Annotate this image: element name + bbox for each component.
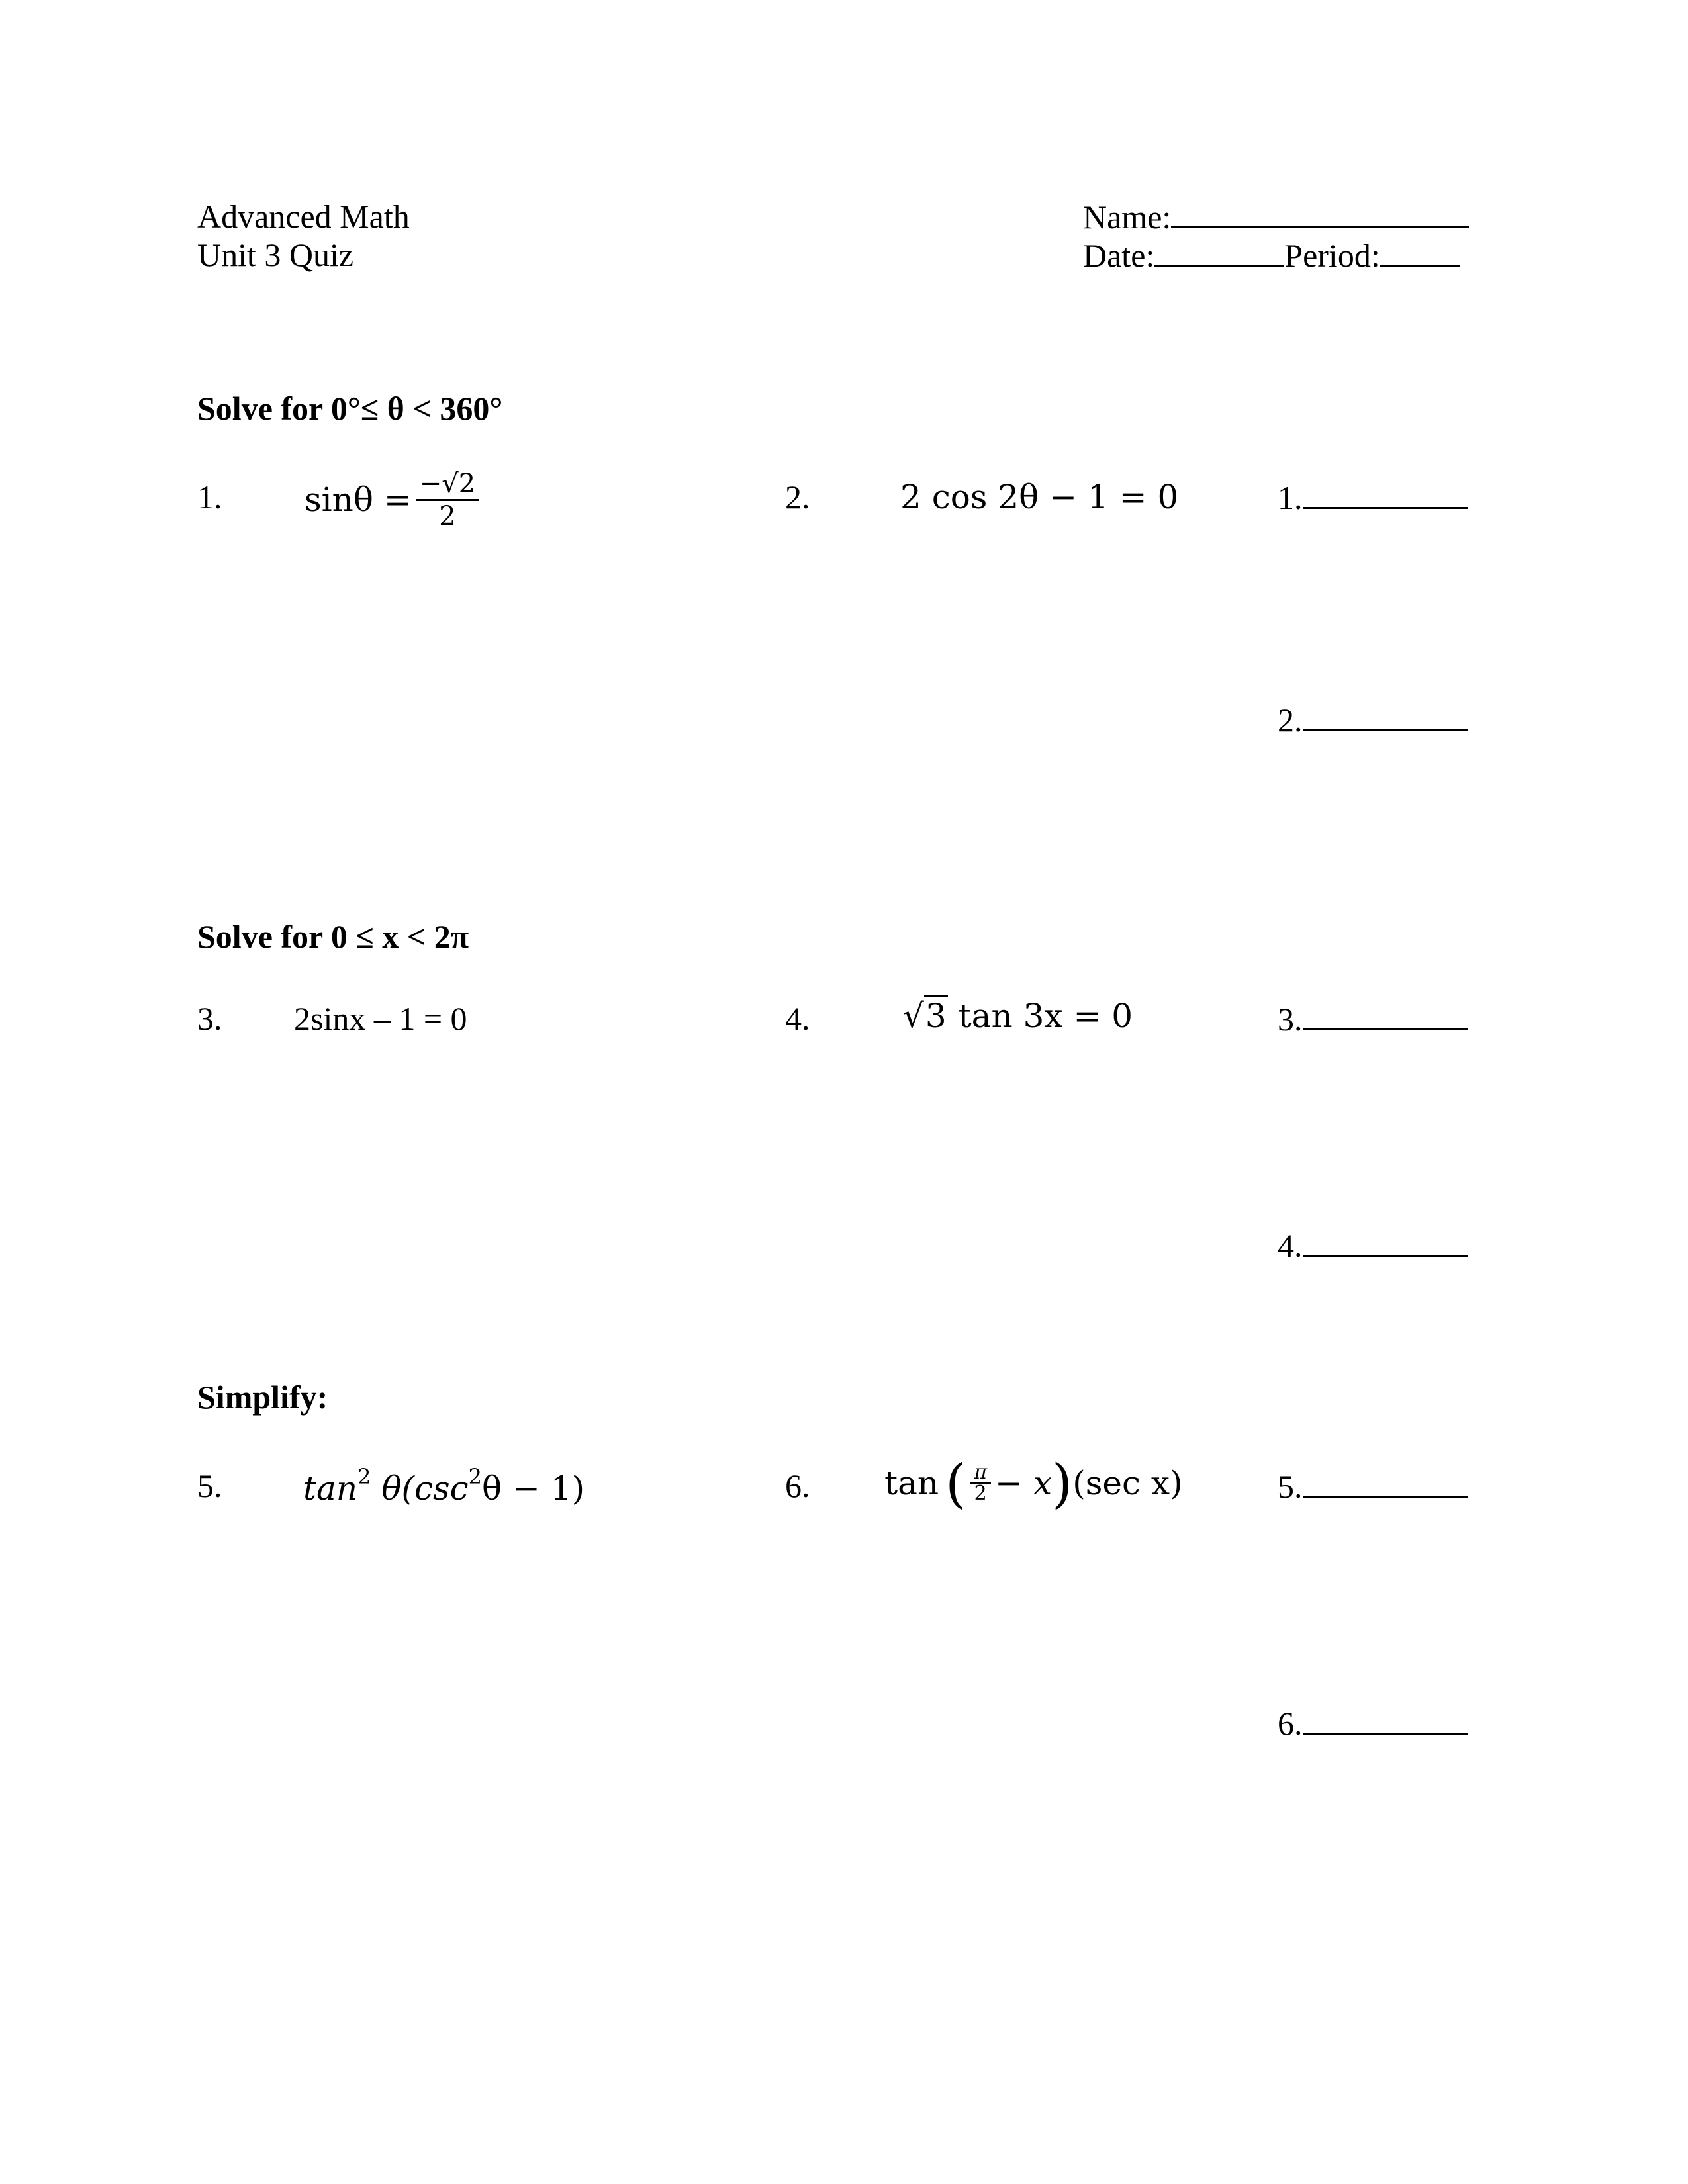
answer-label-6: 6.: [1278, 1705, 1303, 1742]
question-number-5: 5.: [197, 1467, 222, 1504]
answer-label-5: 5.: [1278, 1468, 1303, 1505]
answer-blank-4[interactable]: [1303, 1226, 1468, 1257]
course-title: Advanced Math: [197, 198, 410, 235]
answer-blank-2[interactable]: [1303, 700, 1468, 731]
q5-csc: (csc: [401, 1469, 469, 1508]
quiz-title: Unit 3 Quiz: [197, 236, 354, 273]
name-blank[interactable]: [1171, 197, 1469, 228]
section-heading-simplify: Simplify:: [197, 1379, 328, 1416]
q6-frac-den: 2: [974, 1482, 987, 1505]
question-number-6: 6.: [785, 1467, 810, 1504]
question-number-3: 3.: [197, 1000, 222, 1037]
question-number-1: 1.: [197, 478, 222, 516]
question-number-4: 4.: [785, 1000, 810, 1037]
q1-denominator: 2: [439, 500, 456, 531]
q6-fn: tan: [884, 1464, 939, 1502]
q5-tail: θ − 1): [482, 1469, 585, 1508]
q6-fraction: [970, 1463, 991, 1504]
name-label: Name:: [1083, 199, 1172, 236]
q1-numerator: −√2: [416, 469, 479, 501]
answer-line-4[interactable]: [1278, 1226, 1468, 1265]
q5-pow2: 2: [468, 1464, 483, 1489]
q6-paren-open: (: [945, 1452, 966, 1514]
name-field[interactable]: [1083, 197, 1469, 236]
question-3-equation: 2sinx – 1 = 0: [294, 1000, 467, 1037]
q1-fraction: [416, 469, 479, 531]
q4-rest: tan 3x = 0: [958, 997, 1133, 1035]
question-2-equation: 2 cos 2θ − 1 = 0: [900, 478, 1179, 516]
section-heading-degrees: Solve for 0°≤ θ < 360°: [197, 390, 503, 427]
answer-blank-1[interactable]: [1303, 478, 1468, 509]
period-label: Period:: [1284, 237, 1380, 274]
period-blank[interactable]: [1380, 236, 1460, 267]
answer-line-3[interactable]: [1278, 999, 1468, 1038]
answer-line-5[interactable]: [1278, 1467, 1468, 1506]
answer-label-2: 2.: [1278, 702, 1303, 739]
q6-sec: (sec x): [1072, 1464, 1183, 1502]
question-6-expression: [884, 1447, 1183, 1520]
section-heading-radians: Solve for 0 ≤ x < 2π: [197, 918, 469, 955]
answer-blank-3[interactable]: [1303, 999, 1468, 1030]
answer-blank-6[interactable]: [1303, 1704, 1468, 1735]
q1-lhs: sinθ =: [305, 480, 412, 519]
q5-theta: θ: [381, 1469, 402, 1508]
answer-label-3: 3.: [1278, 1001, 1303, 1038]
answer-line-6[interactable]: [1278, 1704, 1468, 1743]
sqrt-symbol-icon: √: [903, 997, 924, 1035]
q5-pow: 2: [357, 1464, 371, 1489]
question-5-expression: [303, 1464, 585, 1508]
q5-fn: tan: [303, 1469, 358, 1508]
answer-blank-5[interactable]: [1303, 1467, 1468, 1498]
answer-label-4: 4.: [1278, 1227, 1303, 1264]
q6-minus-x: − x: [995, 1464, 1053, 1502]
answer-label-1: 1.: [1278, 479, 1303, 516]
question-1-equation: [305, 463, 483, 536]
date-blank[interactable]: [1154, 236, 1284, 267]
answer-line-2[interactable]: [1278, 700, 1468, 739]
answer-line-1[interactable]: [1278, 478, 1468, 517]
question-number-2: 2.: [785, 478, 810, 516]
q4-radicand: 3: [924, 995, 948, 1035]
q6-frac-num: π: [970, 1463, 991, 1484]
date-period-field[interactable]: [1083, 236, 1460, 275]
q6-paren-close: ): [1052, 1452, 1073, 1514]
question-4-equation: [903, 997, 1133, 1035]
date-label: Date:: [1083, 237, 1155, 274]
